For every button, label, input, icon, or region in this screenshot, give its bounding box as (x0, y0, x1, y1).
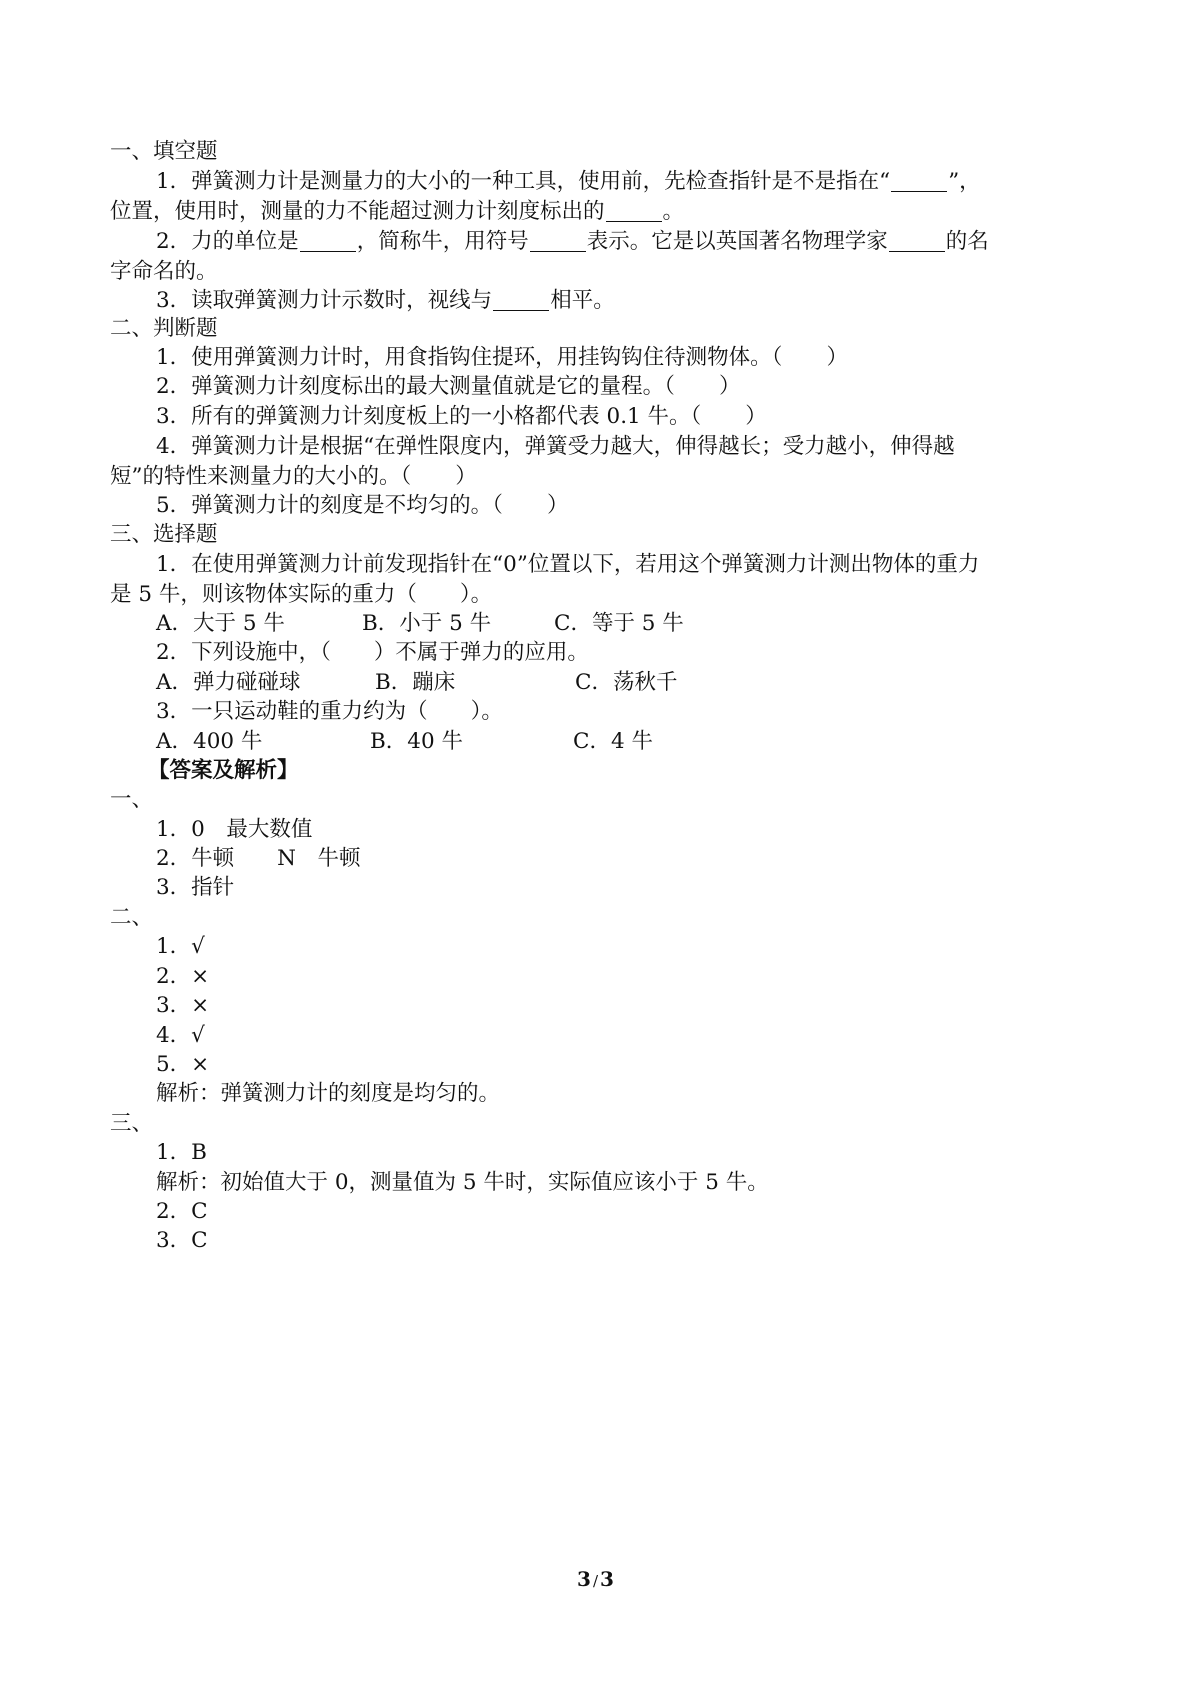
answer-1-2: 2．牛顿 N 牛顿 (156, 846, 361, 871)
answer-section-1-label: 一、 (110, 787, 154, 812)
section-heading-fill-blank: 一、填空题 (110, 139, 218, 164)
section-heading-multiple-choice: 三、选择题 (110, 522, 218, 547)
page-number: 3 / 3 (577, 1567, 614, 1591)
option-a: A．400 牛 (156, 729, 263, 754)
choice-question-1-options (156, 608, 1090, 640)
answer-blank (889, 229, 945, 252)
judge-question-3: 3．所有的弹簧测力计刻度板上的一小格都代表 0.1 牛。（ ） (156, 404, 767, 429)
option-a: A．大于 5 牛 (156, 611, 285, 636)
option-c: C．4 牛 (573, 729, 653, 754)
answer-3-explanation: 解析：初始值大于 0，测量值为 5 牛时，实际值应该小于 5 牛。 (156, 1170, 769, 1195)
judge-question-5: 5．弹簧测力计的刻度是不均匀的。（ ） (156, 493, 569, 518)
answer-3-2: 2．C (156, 1199, 208, 1224)
answer-section-2-label: 二、 (110, 905, 154, 930)
answer-section-3-label: 三、 (110, 1111, 154, 1136)
choice-question-1-line-1: 1．在使用弹簧测力计前发现指针在“0”位置以下，若用这个弹簧测力计测出物体的重力 (156, 552, 980, 577)
answer-blank (891, 169, 947, 192)
answer-2-5: 5．× (156, 1052, 210, 1077)
judge-question-2: 2．弹簧测力计刻度标出的最大测量值就是它的量程。（ ） (156, 374, 741, 399)
option-c: C．等于 5 牛 (554, 611, 684, 636)
answer-blank (493, 288, 549, 311)
answer-blank (606, 199, 662, 222)
fill-question-1-line-2: 位置，使用时，测量的力不能超过测力计刻度标出的 。 (110, 199, 685, 224)
option-b: B．小于 5 牛 (362, 611, 492, 636)
answer-2-1: 1．√ (156, 934, 205, 959)
answer-blank (300, 229, 356, 252)
choice-question-2: 2．下列设施中，（ ）不属于弹力的应用。 (156, 640, 589, 665)
answer-3-3: 3．C (156, 1228, 208, 1253)
answer-1-1: 1．0 最大数值 (156, 817, 313, 842)
answer-1-3: 3．指针 (156, 875, 235, 900)
judge-question-1: 1．使用弹簧测力计时，用食指钩住提环，用挂钩钩住待测物体。（ ） (156, 345, 848, 370)
option-c: C．荡秋千 (575, 670, 678, 695)
answer-2-2: 2．× (156, 964, 210, 989)
choice-question-1-line-2: 是 5 牛，则该物体实际的重力（ ）。 (110, 582, 493, 607)
answer-2-4: 4．√ (156, 1023, 205, 1048)
answer-blank (530, 229, 586, 252)
option-b: B．蹦床 (375, 670, 456, 695)
judge-question-4-line-2: 短”的特性来测量力的大小的。（ ） (110, 464, 477, 489)
answers-heading: 【答案及解析】 (148, 758, 299, 783)
judge-question-4-line-1: 4．弹簧测力计是根据“在弹性限度内，弹簧受力越大，伸得越长；受力越小，伸得越 (156, 434, 955, 459)
choice-question-3: 3．一只运动鞋的重力约为（ ）。 (156, 699, 503, 724)
fill-question-2-line-2: 字命名的。 (110, 259, 218, 284)
answer-2-3: 3．× (156, 993, 210, 1018)
section-heading-true-false: 二、判断题 (110, 316, 218, 341)
option-a: A．弹力碰碰球 (156, 670, 301, 695)
choice-question-3-options (156, 726, 1090, 758)
answer-2-explanation: 解析：弹簧测力计的刻度是均匀的。 (156, 1081, 501, 1106)
fill-question-1-line-1: 1．弹簧测力计是测量力的大小的一种工具，使用前，先检查指针是不是指在“ ”， (156, 169, 981, 194)
fill-question-3: 3．读取弹簧测力计示数时，视线与 相平。 (156, 288, 615, 313)
fill-question-2-line-1: 2．力的单位是 ，简称牛，用符号 表示。它是以英国著名物理学家 的名 (156, 229, 989, 254)
answer-3-1: 1．B (156, 1140, 207, 1165)
choice-question-2-options (156, 667, 1090, 699)
option-b: B．40 牛 (370, 729, 463, 754)
